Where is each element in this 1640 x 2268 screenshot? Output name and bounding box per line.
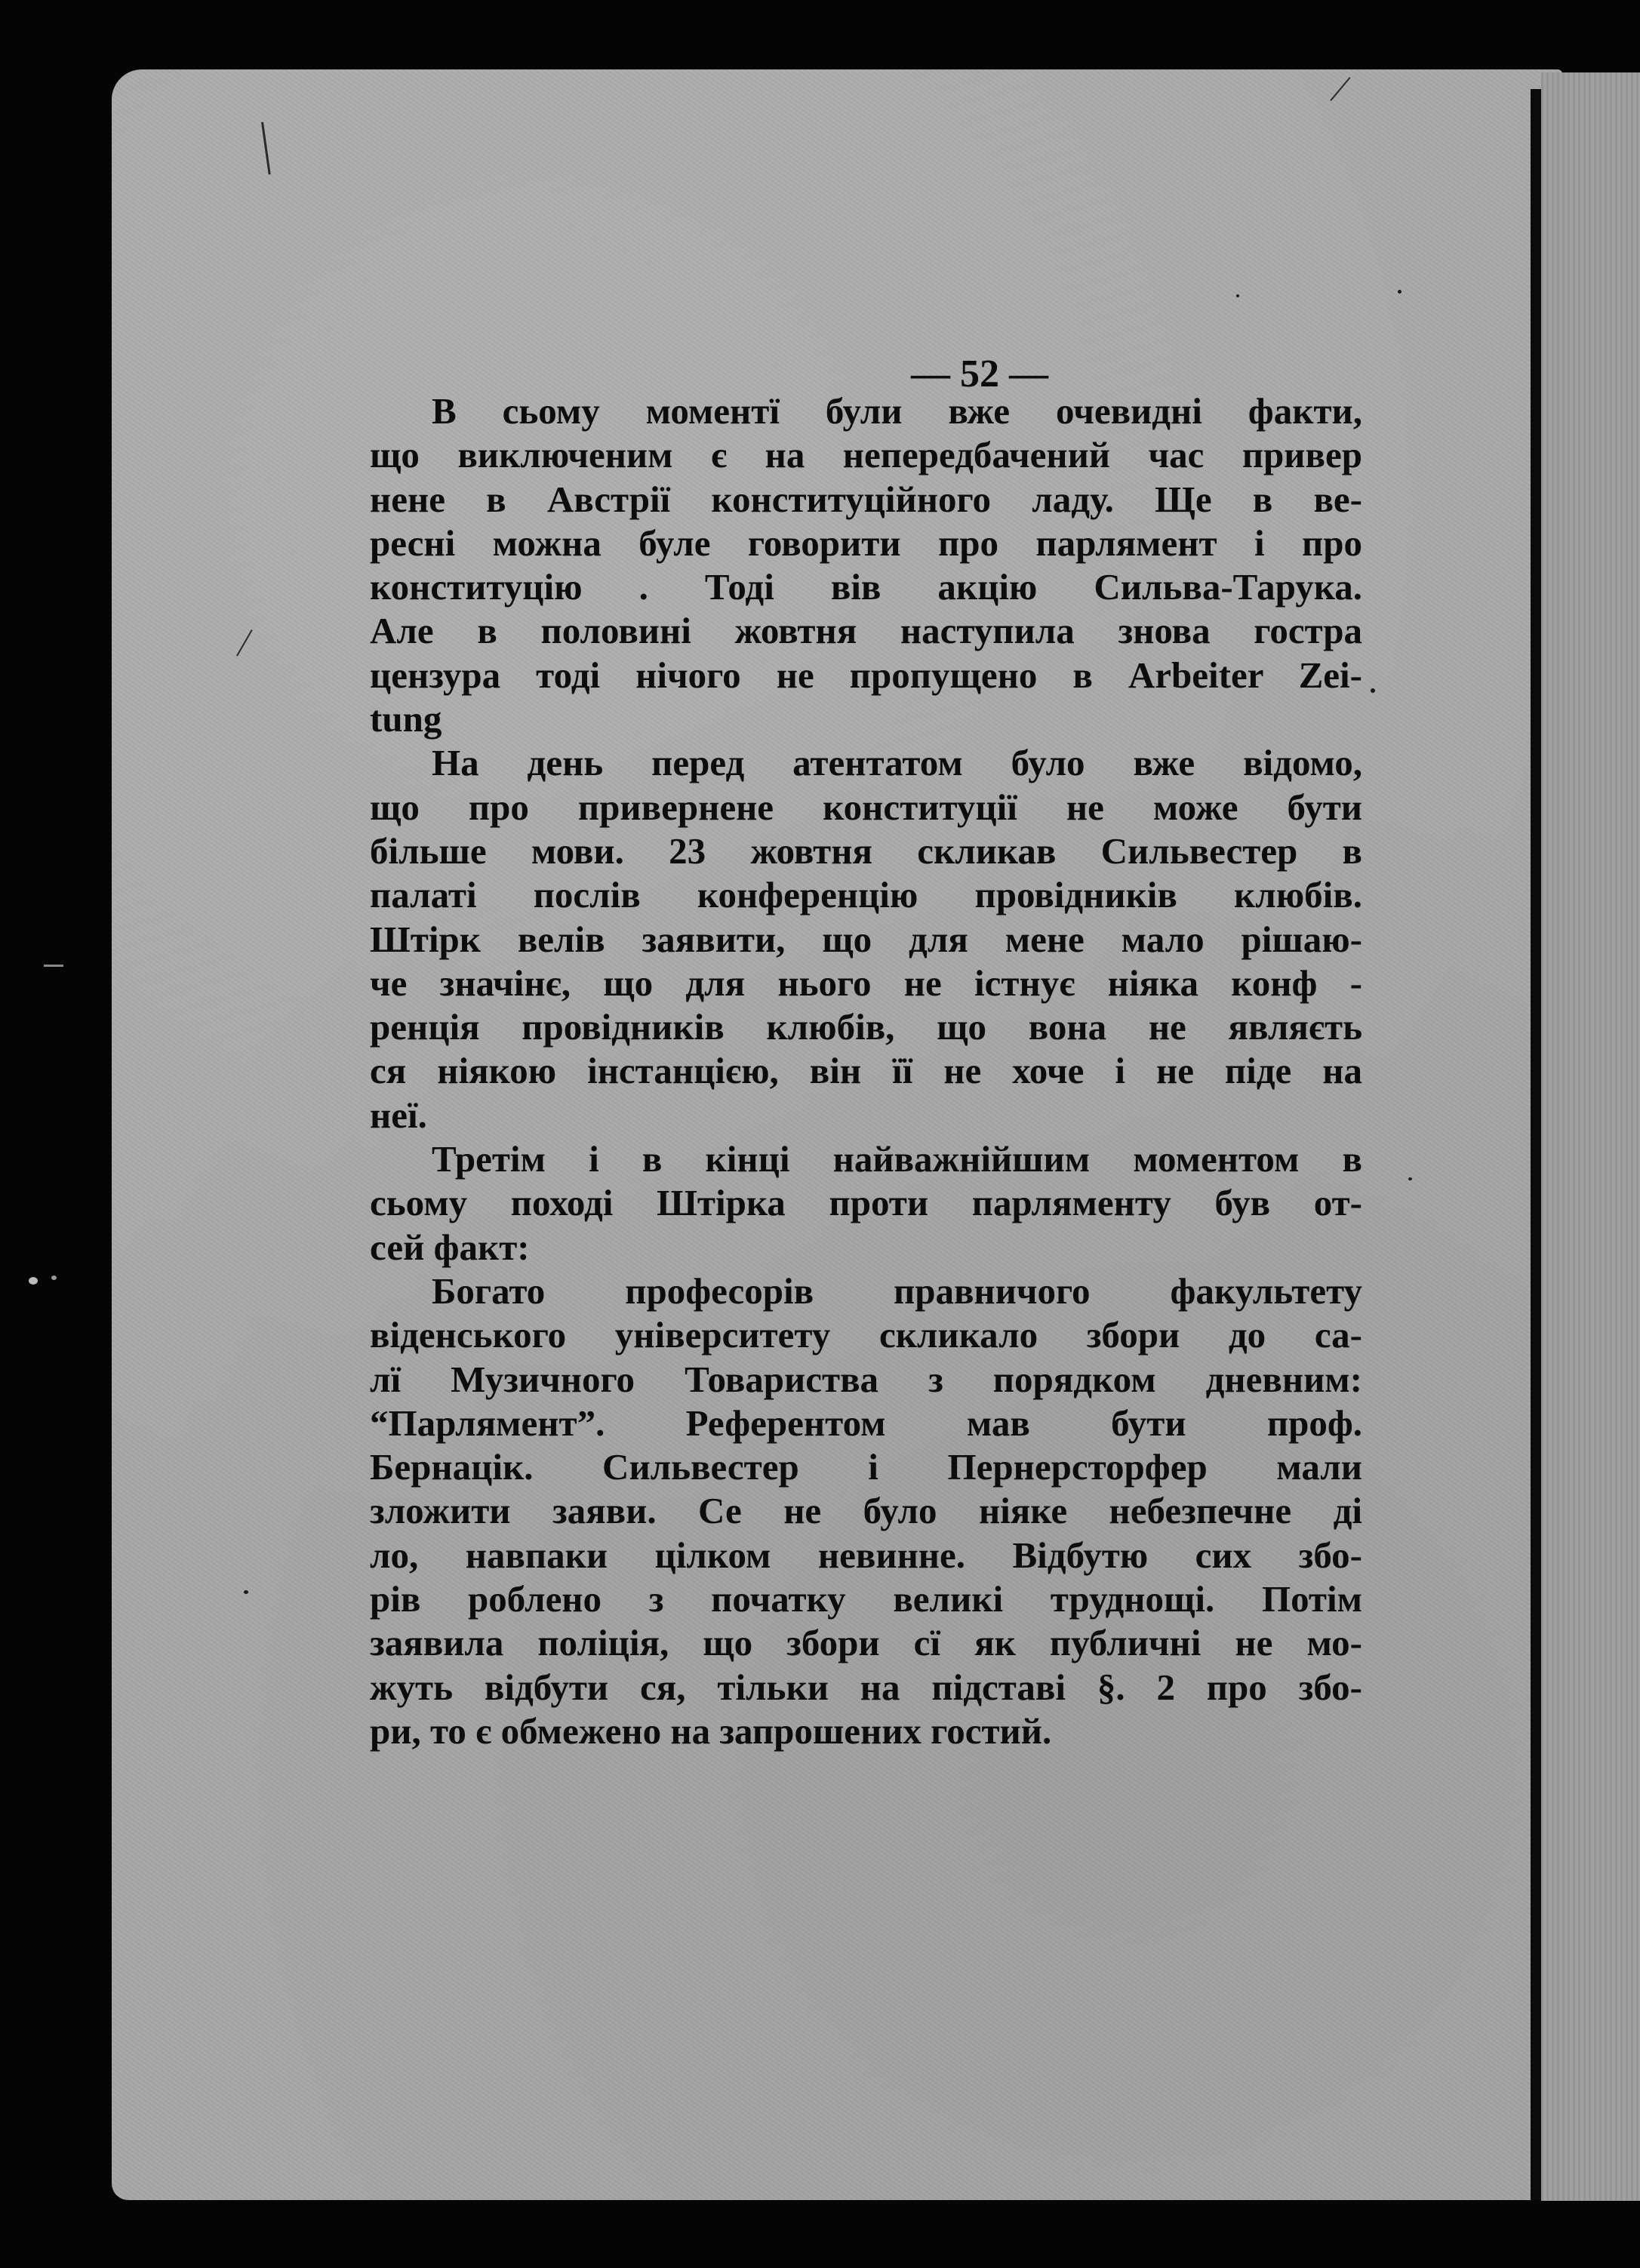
text-line: Бернацік. Сильвестер і Пернерсторфер мали (370, 1446, 1362, 1488)
text-line: ся ніякою інстанцією, він її не хоче і не піде на (370, 1050, 1362, 1092)
scan-scratch (236, 629, 253, 657)
scan-speck (1371, 688, 1375, 693)
text-line: що про привернене конституції не може бути (370, 786, 1362, 828)
scan-speck (51, 1276, 57, 1280)
text-line: Богато професорів правничого факультету (432, 1269, 1362, 1312)
body-text (370, 389, 1362, 1753)
page-gutter (1531, 89, 1541, 2200)
text-line: конституцію . Тоді вів акцію Сильва-Тарука. (370, 566, 1362, 608)
scan-speck (244, 1590, 248, 1594)
text-line: що виключеним є на непередбачений час привер (370, 434, 1362, 476)
text-line: сьому поході Штірка проти парляменту був от- (370, 1182, 1362, 1224)
text-line: ресні можна буле говорити про парлямент і про (370, 522, 1362, 564)
text-line: неї. (370, 1094, 427, 1136)
scan-speck (1236, 294, 1239, 297)
text-line: че значінє, що для нього не істнує ніяка конф - (370, 962, 1362, 1004)
text-line: ри, то є обмежено на запрошених гостий. (370, 1709, 1052, 1752)
text-line: лї Музичного Товариства з порядком дневним: (370, 1358, 1362, 1400)
text-line: жуть відбути ся, тільки на підставі §. 2 про збо- (370, 1666, 1362, 1708)
text-line: На день перед атентатом було вже відомо, (432, 742, 1362, 784)
text-line: Штірк велів заявити, що для мене мало рішаю- (370, 918, 1362, 960)
scan-speck (29, 1277, 38, 1285)
text-line: більше мови. 23 жовтня скликав Сильвестер в (370, 829, 1362, 872)
scan-speck (1398, 290, 1402, 294)
text-line: Третім і в кінці найважнійшим моментом в (432, 1138, 1362, 1180)
text-line: зложити заяви. Се не було ніяке небезпечне ді (370, 1490, 1362, 1532)
text-line: tung (370, 698, 442, 740)
page-number: — 52 — (911, 352, 1048, 395)
text-line: цензура тоді нічого не пропущено в Arbeiter Zei- (370, 654, 1362, 696)
text-line: ло, навпаки цілком невинне. Відбутю сих збо- (370, 1534, 1362, 1576)
book-page (112, 69, 1562, 2200)
text-line: нене в Австрії конституційного ладу. Ще в ве- (370, 478, 1362, 520)
text-line: ренція провідників клюбів, що вона не являєть (370, 1006, 1362, 1048)
text-line: “Парлямент”. Референтом мав бути проф. (370, 1402, 1362, 1444)
text-line: Але в половині жовтня наступила знова гостра (370, 610, 1362, 652)
text-line: В сьому моментї були вже очевидні факти, (432, 390, 1362, 432)
scan-scratch (261, 122, 271, 175)
adjacent-page-edge (1541, 72, 1640, 2201)
text-line: палаті послів конференцію провідників клюбів. (370, 874, 1362, 916)
scan-scratch (44, 965, 63, 967)
scan-scratch (1330, 77, 1350, 101)
scan-speck (1408, 1177, 1412, 1180)
text-line: рів роблено з початку великі труднощі. Потім (370, 1578, 1362, 1620)
text-line: віденського університету скликало збори до са- (370, 1314, 1362, 1356)
text-line: сей факт: (370, 1226, 530, 1268)
text-line: заявила поліція, що збори сї як публичні не мо- (370, 1622, 1362, 1664)
